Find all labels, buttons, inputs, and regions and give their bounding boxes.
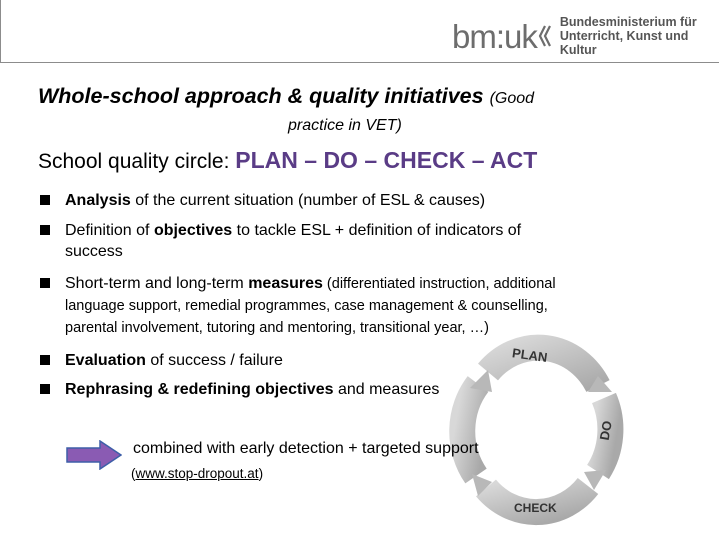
bullet-bold: Rephrasing & redefining objectives — [65, 381, 334, 398]
combined-text: combined with early detection + targeted support — [133, 440, 479, 457]
bullet-text: of the current situation (number of ESL & causes) — [130, 192, 486, 209]
bullet-text: Short-term and long-term — [65, 275, 249, 292]
bullet-square-icon — [40, 355, 50, 365]
logo-mark — [452, 17, 537, 55]
bullet-rephrasing — [40, 379, 439, 400]
bullet-analysis — [40, 190, 485, 211]
slide-title — [38, 84, 534, 109]
bullet-bold: Evaluation — [65, 352, 146, 369]
bullet-objectives — [40, 220, 521, 262]
bullet-bold: measures — [248, 275, 323, 292]
title-main: Whole-school approach & quality initiatives — [38, 84, 490, 108]
title-good: (Good — [489, 90, 535, 107]
bullet-text: Definition of — [65, 222, 154, 239]
bullet-text: and measures — [333, 381, 440, 398]
logo-text-line1: Bundesministerium für — [559, 15, 697, 29]
pdca-check-label: CHECK — [514, 501, 557, 515]
logo-text-line2: Unterricht, Kunst und Kultur — [559, 29, 689, 57]
logo-mark-colon: : — [495, 17, 505, 55]
bullet-square-icon — [40, 225, 50, 235]
slide-title-line2: practice in VET) — [288, 117, 402, 134]
logo-mark-left: bm — [452, 17, 496, 55]
paren-open: ( — [131, 466, 136, 481]
quality-circle-heading — [38, 147, 537, 174]
pdca-plan-label: PLAN — [511, 345, 549, 366]
pdca-do-label: DO — [596, 419, 615, 442]
quality-circle-label: School quality circle: — [38, 150, 236, 173]
bullet-square-icon — [40, 384, 50, 394]
bullet-square-icon — [40, 278, 50, 288]
pdca-text: PLAN – DO – CHECK – ACT — [235, 147, 538, 173]
logo-chevron-icon — [538, 22, 552, 50]
bullet-evaluation — [40, 350, 283, 371]
bullet-subtext-line2: language support, remedial programmes, case management & counselling, — [65, 298, 548, 314]
bullet-text-line2: success — [65, 243, 123, 260]
bullet-text: of success / failure — [145, 352, 283, 369]
pdca-cycle-diagram — [448, 330, 624, 526]
arrow-right-icon — [66, 440, 122, 470]
logo-text — [560, 15, 720, 57]
logo-mark-right: uk — [504, 17, 537, 55]
paren-close: ) — [258, 466, 264, 481]
website-link[interactable]: www.stop-dropout.at — [135, 466, 259, 481]
website-reference — [131, 466, 263, 481]
bullet-bold: objectives — [153, 222, 233, 239]
bullet-text: to tackle ESL + definition of indicators of — [232, 222, 522, 239]
bullet-subtext-line3: parental involvement, tutoring and mentoring, transitional year, …) — [65, 320, 489, 336]
pdca-ring-segment-left — [462, 384, 478, 476]
bullet-subtext: (differentiated instruction, additional — [322, 276, 556, 292]
bullet-square-icon — [40, 195, 50, 205]
bmukk-logo — [452, 15, 720, 57]
bullet-bold: Analysis — [65, 192, 131, 209]
